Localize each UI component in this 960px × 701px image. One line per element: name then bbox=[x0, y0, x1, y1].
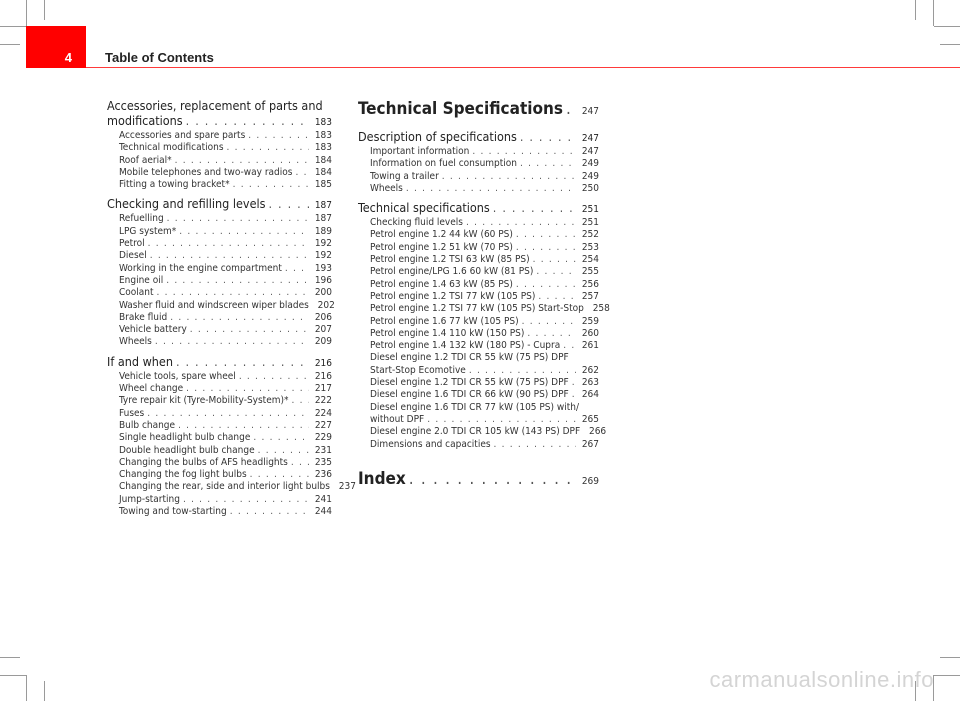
toc-entry-label: Wheel change bbox=[119, 383, 184, 395]
toc-page-number: 227 bbox=[314, 419, 332, 431]
toc-subentry[interactable] bbox=[107, 420, 332, 432]
toc-dot-leader bbox=[190, 324, 309, 336]
toc-entry-label: Petrol engine 1.4 110 kW (150 PS) bbox=[370, 327, 525, 339]
toc-dot-leader bbox=[150, 250, 309, 262]
toc-dot-leader bbox=[472, 146, 576, 158]
toc-page-number: 206 bbox=[314, 311, 332, 323]
toc-subentry[interactable] bbox=[358, 229, 599, 241]
toc-dot-leader bbox=[536, 266, 576, 278]
toc-subentry[interactable] bbox=[107, 130, 332, 142]
toc-page-number: 224 bbox=[314, 407, 332, 419]
crop-mark bbox=[915, 0, 916, 20]
toc-dot-leader bbox=[233, 179, 309, 191]
toc-entry-label: Petrol engine 1.4 63 kW (85 PS) bbox=[370, 278, 513, 290]
toc-left-column bbox=[107, 98, 356, 518]
toc-entry-label: Bulb change bbox=[119, 419, 176, 431]
toc-subentry[interactable] bbox=[358, 242, 599, 254]
toc-subentry[interactable] bbox=[107, 250, 332, 262]
toc-page-number: 257 bbox=[581, 290, 599, 302]
toc-entry-label: Diesel engine 2.0 TDI CR 105 kW (143 PS) DPF bbox=[370, 426, 581, 438]
toc-entry-label: Petrol engine 1.2 TSI 77 kW (105 PS) bbox=[370, 290, 536, 302]
toc-dot-leader bbox=[572, 389, 576, 401]
toc-chapter-label: Technical Specifications bbox=[358, 99, 563, 119]
toc-entry-label: Description of specifications bbox=[358, 129, 517, 144]
toc-page-number: 185 bbox=[314, 179, 332, 191]
crop-mark bbox=[940, 657, 960, 658]
toc-dot-leader bbox=[147, 408, 309, 420]
toc-entry-label: Changing the fog light bulbs bbox=[119, 469, 247, 481]
toc-subentry[interactable] bbox=[358, 279, 599, 291]
toc-dot-leader bbox=[258, 445, 309, 457]
toc-page-number: 189 bbox=[314, 225, 332, 237]
toc-subentry[interactable] bbox=[358, 389, 599, 401]
toc-subentry[interactable] bbox=[107, 494, 332, 506]
crop-mark bbox=[26, 0, 27, 26]
crop-mark bbox=[934, 26, 960, 27]
crop-mark bbox=[0, 44, 20, 45]
toc-dot-leader bbox=[516, 279, 576, 291]
toc-subentry[interactable] bbox=[358, 352, 599, 377]
toc-page-number: 183 bbox=[314, 142, 332, 154]
toc-dot-leader bbox=[186, 383, 309, 395]
toc-subentry[interactable] bbox=[107, 383, 332, 395]
toc-page-number: 261 bbox=[581, 340, 599, 352]
toc-dot-leader bbox=[494, 439, 576, 451]
toc-entry[interactable] bbox=[358, 200, 599, 217]
toc-subentry[interactable] bbox=[107, 445, 332, 457]
toc-page-number: 209 bbox=[314, 336, 332, 348]
toc-subentry[interactable] bbox=[358, 171, 599, 183]
toc-page-number: 258 bbox=[592, 303, 610, 315]
toc-dot-leader bbox=[170, 312, 309, 324]
toc-entry-label: Fuses bbox=[119, 407, 145, 419]
toc-dot-leader bbox=[148, 238, 309, 250]
crop-mark bbox=[44, 0, 45, 20]
toc-dot-leader bbox=[227, 142, 309, 154]
toc-dot-leader bbox=[516, 229, 576, 241]
toc-page-number: 237 bbox=[338, 481, 356, 493]
toc-sublist bbox=[107, 370, 356, 519]
toc-page-number: 266 bbox=[588, 426, 607, 438]
toc-subentry[interactable] bbox=[107, 395, 332, 407]
toc-section-title-line: Accessories, replacement of parts and bbox=[107, 98, 323, 113]
toc-dot-leader bbox=[183, 494, 309, 506]
toc-chapter-entry[interactable] bbox=[358, 99, 599, 122]
toc-entry-label: Double headlight bulb change bbox=[119, 444, 255, 456]
crop-mark bbox=[940, 44, 960, 45]
toc-subentry[interactable] bbox=[107, 226, 332, 238]
toc-entry-label: Diesel engine 1.6 TDI CR 66 kW (90 PS) DPF bbox=[370, 389, 569, 401]
toc-entry-label: Tyre repair kit (Tyre-Mobility-System)* bbox=[119, 395, 289, 407]
toc-dot-leader bbox=[186, 113, 309, 128]
toc-entry-label: Petrol engine 1.6 77 kW (105 PS) bbox=[370, 315, 519, 327]
toc-dot-leader bbox=[248, 130, 309, 142]
toc-subentry[interactable] bbox=[107, 155, 332, 167]
toc-dot-leader bbox=[157, 287, 309, 299]
toc-subentry[interactable] bbox=[358, 217, 599, 229]
toc-page-number: 187 bbox=[314, 213, 332, 225]
toc-page-number: 252 bbox=[581, 229, 599, 241]
toc-dot-leader bbox=[516, 242, 576, 254]
toc-page-number: 207 bbox=[314, 324, 332, 336]
toc-entry-line2 bbox=[370, 414, 599, 426]
toc-page-number: 196 bbox=[314, 274, 332, 286]
toc-page-number: 236 bbox=[314, 469, 332, 481]
toc-entry[interactable] bbox=[107, 354, 332, 371]
toc-subentry[interactable] bbox=[358, 316, 599, 328]
toc-page-number: 202 bbox=[317, 299, 335, 311]
toc-page-number: 216 bbox=[314, 370, 332, 382]
crop-mark bbox=[26, 675, 27, 701]
toc-entry-label: Changing the rear, side and interior light bulbs bbox=[119, 481, 330, 493]
toc-dot-leader bbox=[175, 155, 309, 167]
toc-entry-label: Fitting a towing bracket* bbox=[119, 179, 230, 191]
toc-page-number: 263 bbox=[581, 377, 599, 389]
toc-entry-label: Information on fuel consumption bbox=[370, 158, 517, 170]
toc-subentry[interactable] bbox=[358, 146, 599, 158]
crop-mark bbox=[0, 657, 20, 658]
toc-page-number: 222 bbox=[314, 395, 332, 407]
toc-page-number: 254 bbox=[581, 254, 599, 266]
toc-page-number: 267 bbox=[581, 438, 599, 450]
crop-mark bbox=[933, 0, 934, 26]
toc-dot-leader bbox=[522, 316, 576, 328]
toc-page-number: 229 bbox=[314, 432, 332, 444]
toc-page-number: 247 bbox=[581, 133, 599, 144]
toc-entry[interactable] bbox=[358, 129, 599, 146]
toc-dot-leader bbox=[179, 226, 309, 238]
toc-entry-label: Brake fluid bbox=[119, 311, 168, 323]
toc-page-number: 255 bbox=[581, 266, 599, 278]
watermark: carmanualsonline.info bbox=[709, 667, 934, 692]
toc-page-number: 200 bbox=[314, 287, 332, 299]
page-title: Table of Contents bbox=[105, 50, 214, 65]
toc-entry-label: Wheels bbox=[370, 182, 403, 194]
toc-subentry[interactable] bbox=[358, 254, 599, 266]
toc-entry-label: Working in the engine compartment bbox=[119, 262, 282, 274]
toc-chapter-label: Index bbox=[358, 468, 406, 489]
toc-dot-leader bbox=[178, 420, 309, 432]
toc-page-number: 193 bbox=[314, 262, 332, 274]
toc-sublist bbox=[358, 377, 599, 402]
toc-entry-label: Refuelling bbox=[119, 213, 164, 225]
toc-dot-leader bbox=[239, 371, 309, 383]
toc-subentry[interactable] bbox=[107, 167, 332, 179]
toc-entry-label: Accessories and spare parts bbox=[119, 130, 246, 141]
toc-subentry[interactable] bbox=[358, 291, 599, 303]
toc-entry-label: Diesel bbox=[119, 250, 147, 262]
toc-page-number: 264 bbox=[581, 389, 599, 401]
toc-subentry[interactable] bbox=[358, 426, 607, 438]
toc-entry-label: Washer fluid and windscreen wiper blades bbox=[119, 299, 309, 311]
toc-dot-leader bbox=[520, 129, 576, 144]
toc-subentry[interactable] bbox=[107, 457, 332, 469]
toc-subentry[interactable] bbox=[358, 340, 599, 352]
toc-entry[interactable] bbox=[107, 196, 332, 213]
toc-entry-label: Roof aerial* bbox=[119, 154, 172, 166]
toc-entry-label: Checking and refilling levels bbox=[107, 196, 266, 212]
toc-subentry[interactable] bbox=[358, 183, 599, 195]
toc-page-number: 217 bbox=[314, 383, 332, 395]
toc-dot-leader bbox=[268, 196, 309, 211]
toc-subentry[interactable] bbox=[107, 213, 332, 225]
toc-entry-label: Vehicle battery bbox=[119, 324, 187, 336]
toc-subentry[interactable] bbox=[358, 328, 599, 340]
toc-sublist bbox=[358, 217, 610, 352]
toc-page-number: 247 bbox=[581, 106, 599, 117]
toc-sublist bbox=[107, 213, 335, 348]
page-number: 4 bbox=[64, 50, 72, 65]
toc-dot-leader bbox=[295, 167, 309, 179]
toc-entry-label: LPG system* bbox=[119, 225, 177, 237]
toc-subentry[interactable] bbox=[358, 402, 599, 427]
toc-subentry[interactable] bbox=[107, 469, 332, 481]
toc-entry-label: Petrol engine 1.2 44 kW (60 PS) bbox=[370, 229, 513, 241]
toc-entry-label: Dimensions and capacities bbox=[370, 438, 491, 450]
toc-page-number: 251 bbox=[581, 217, 599, 229]
toc-entry-label: Petrol engine 1.2 TSI 63 kW (85 PS) bbox=[370, 254, 530, 266]
toc-page-number: 244 bbox=[314, 506, 332, 518]
toc-page-number: 192 bbox=[314, 238, 332, 250]
toc-subentry[interactable] bbox=[358, 377, 599, 389]
toc-sublist bbox=[107, 130, 332, 191]
toc-page-number: 184 bbox=[314, 154, 332, 166]
toc-chapter-entry[interactable] bbox=[358, 469, 599, 492]
toc-dot-leader bbox=[427, 414, 576, 426]
toc-sublist bbox=[358, 426, 607, 451]
toc-entry-label: Wheels bbox=[119, 336, 152, 348]
toc-section-technical bbox=[358, 200, 610, 451]
toc-entry-label: Petrol engine 1.2 TSI 77 kW (105 PS) Start-Stop bbox=[370, 303, 584, 315]
toc-page-number: 259 bbox=[581, 315, 599, 327]
toc-entry-label: Diesel engine 1.2 TDI CR 55 kW (75 PS) DPF bbox=[370, 377, 569, 389]
toc-section-checking bbox=[107, 196, 335, 348]
toc-page-number: 253 bbox=[581, 241, 599, 253]
toc-section-if-and-when bbox=[107, 353, 356, 519]
toc-dot-leader bbox=[572, 377, 576, 389]
toc-dot-leader bbox=[167, 213, 309, 225]
toc-sublist bbox=[358, 146, 599, 195]
crop-mark bbox=[934, 675, 960, 676]
toc-dot-leader bbox=[466, 217, 576, 229]
toc-section-description bbox=[358, 129, 599, 195]
toc-dot-leader bbox=[166, 275, 309, 287]
toc-entry-label: Checking fluid levels bbox=[370, 217, 463, 229]
toc-dot-leader bbox=[406, 183, 576, 195]
toc-subentry[interactable] bbox=[358, 158, 599, 170]
toc-entry-label-line1: Diesel engine 1.2 TDI CR 55 kW (75 PS) DPF bbox=[370, 352, 569, 364]
toc-entry-label: Petrol bbox=[119, 238, 145, 250]
toc-dot-leader bbox=[527, 328, 576, 340]
toc-entry-label: Engine oil bbox=[119, 274, 164, 286]
toc-dot-leader bbox=[250, 469, 309, 481]
toc-dot-leader bbox=[533, 254, 576, 266]
toc-subentry[interactable] bbox=[107, 263, 332, 275]
toc-dot-leader bbox=[253, 432, 309, 444]
toc-dot-leader bbox=[538, 291, 576, 303]
toc-entry-label: Mobile telephones and two-way radios bbox=[119, 166, 293, 178]
toc-dot-leader bbox=[409, 469, 576, 489]
toc-entry-label-line1: Diesel engine 1.6 TDI CR 77 kW (105 PS) with/ bbox=[370, 401, 579, 413]
toc-entry-label: Petrol engine 1.2 51 kW (70 PS) bbox=[370, 241, 513, 253]
toc-entry-label: Changing the bulbs of AFS headlights bbox=[119, 456, 288, 468]
crop-mark bbox=[0, 675, 26, 676]
toc-subentry[interactable] bbox=[358, 266, 599, 278]
toc-page-number: 192 bbox=[314, 250, 332, 262]
toc-entry-label: Vehicle tools, spare wheel bbox=[119, 370, 236, 382]
toc-entry-label: Single headlight bulb change bbox=[119, 432, 251, 444]
toc-page-number: 249 bbox=[581, 170, 599, 182]
toc-section-accessories bbox=[107, 98, 332, 191]
toc-dot-leader bbox=[469, 365, 576, 377]
toc-subentry[interactable] bbox=[358, 439, 599, 451]
header-rule bbox=[86, 67, 960, 68]
toc-dot-leader bbox=[566, 99, 576, 119]
toc-page-number: 269 bbox=[581, 475, 599, 487]
toc-entry-label: modifications bbox=[107, 113, 183, 128]
toc-page-number: 250 bbox=[581, 182, 599, 194]
toc-entry-label: Towing a trailer bbox=[370, 170, 439, 182]
toc-dot-leader bbox=[176, 354, 309, 369]
toc-subentry[interactable] bbox=[107, 432, 332, 444]
toc-entry-label: Coolant bbox=[119, 287, 154, 299]
toc-entry-label: Important information bbox=[370, 146, 470, 157]
toc-dot-leader bbox=[285, 263, 309, 275]
toc-subentry[interactable] bbox=[107, 275, 332, 287]
toc-page-number: 183 bbox=[314, 130, 332, 141]
toc-entry[interactable] bbox=[107, 113, 332, 130]
toc-dot-leader bbox=[520, 158, 576, 170]
toc-entry-label: Towing and tow-starting bbox=[119, 506, 227, 518]
toc-page-number: 241 bbox=[314, 493, 332, 505]
toc-entry-label: Technical specifications bbox=[358, 200, 490, 216]
toc-entry-label: If and when bbox=[107, 353, 173, 369]
toc-subentry[interactable] bbox=[107, 238, 332, 250]
toc-entry-label-line2: without DPF bbox=[370, 413, 425, 425]
toc-page-number: 260 bbox=[581, 327, 599, 339]
toc-page-number: 183 bbox=[314, 117, 332, 128]
toc-subentry[interactable] bbox=[107, 506, 332, 518]
toc-page-number: 251 bbox=[581, 204, 599, 216]
toc-subentry[interactable] bbox=[107, 324, 332, 336]
toc-entry-label: Technical modifications bbox=[119, 142, 224, 154]
toc-dot-leader bbox=[292, 395, 310, 407]
toc-dot-leader bbox=[230, 506, 309, 518]
toc-entry-line2 bbox=[370, 365, 599, 377]
toc-subentry[interactable] bbox=[107, 371, 332, 383]
toc-subentry[interactable] bbox=[358, 303, 610, 315]
toc-entry-label: Jump-starting bbox=[119, 493, 180, 505]
toc-page-number: 187 bbox=[314, 200, 332, 212]
toc-dot-leader bbox=[291, 457, 309, 469]
toc-page-number: 262 bbox=[581, 364, 599, 376]
toc-subentry[interactable] bbox=[107, 408, 332, 420]
toc-dot-leader bbox=[155, 336, 309, 348]
toc-dot-leader bbox=[442, 171, 576, 183]
toc-subentry[interactable] bbox=[107, 336, 332, 348]
toc-dot-leader bbox=[493, 200, 576, 215]
toc-entry-label: Petrol engine 1.4 132 kW (180 PS) - Cupra bbox=[370, 340, 561, 352]
toc-subentry[interactable] bbox=[107, 481, 356, 493]
toc-subentry[interactable] bbox=[107, 142, 332, 154]
toc-page-number: 216 bbox=[314, 357, 332, 369]
toc-subentry[interactable] bbox=[107, 312, 332, 324]
crop-mark bbox=[44, 681, 45, 701]
toc-page-number: 265 bbox=[581, 413, 599, 425]
toc-entry-label: Petrol engine/LPG 1.6 60 kW (81 PS) bbox=[370, 266, 534, 278]
toc-page-number: 184 bbox=[314, 166, 332, 178]
toc-dot-leader bbox=[563, 340, 576, 352]
toc-subentry[interactable] bbox=[107, 287, 332, 299]
toc-page-number: 235 bbox=[314, 456, 332, 468]
toc-entry-label-line2: Start-Stop Ecomotive bbox=[370, 364, 466, 376]
toc-right-column bbox=[358, 99, 610, 492]
toc-page-number: 231 bbox=[314, 444, 332, 456]
toc-subentry[interactable] bbox=[107, 179, 332, 191]
toc-subentry[interactable] bbox=[107, 299, 335, 312]
crop-mark bbox=[0, 26, 26, 27]
toc-page-number: 249 bbox=[581, 158, 599, 170]
toc-page-number: 256 bbox=[581, 278, 599, 290]
toc-page-number: 247 bbox=[581, 146, 599, 157]
